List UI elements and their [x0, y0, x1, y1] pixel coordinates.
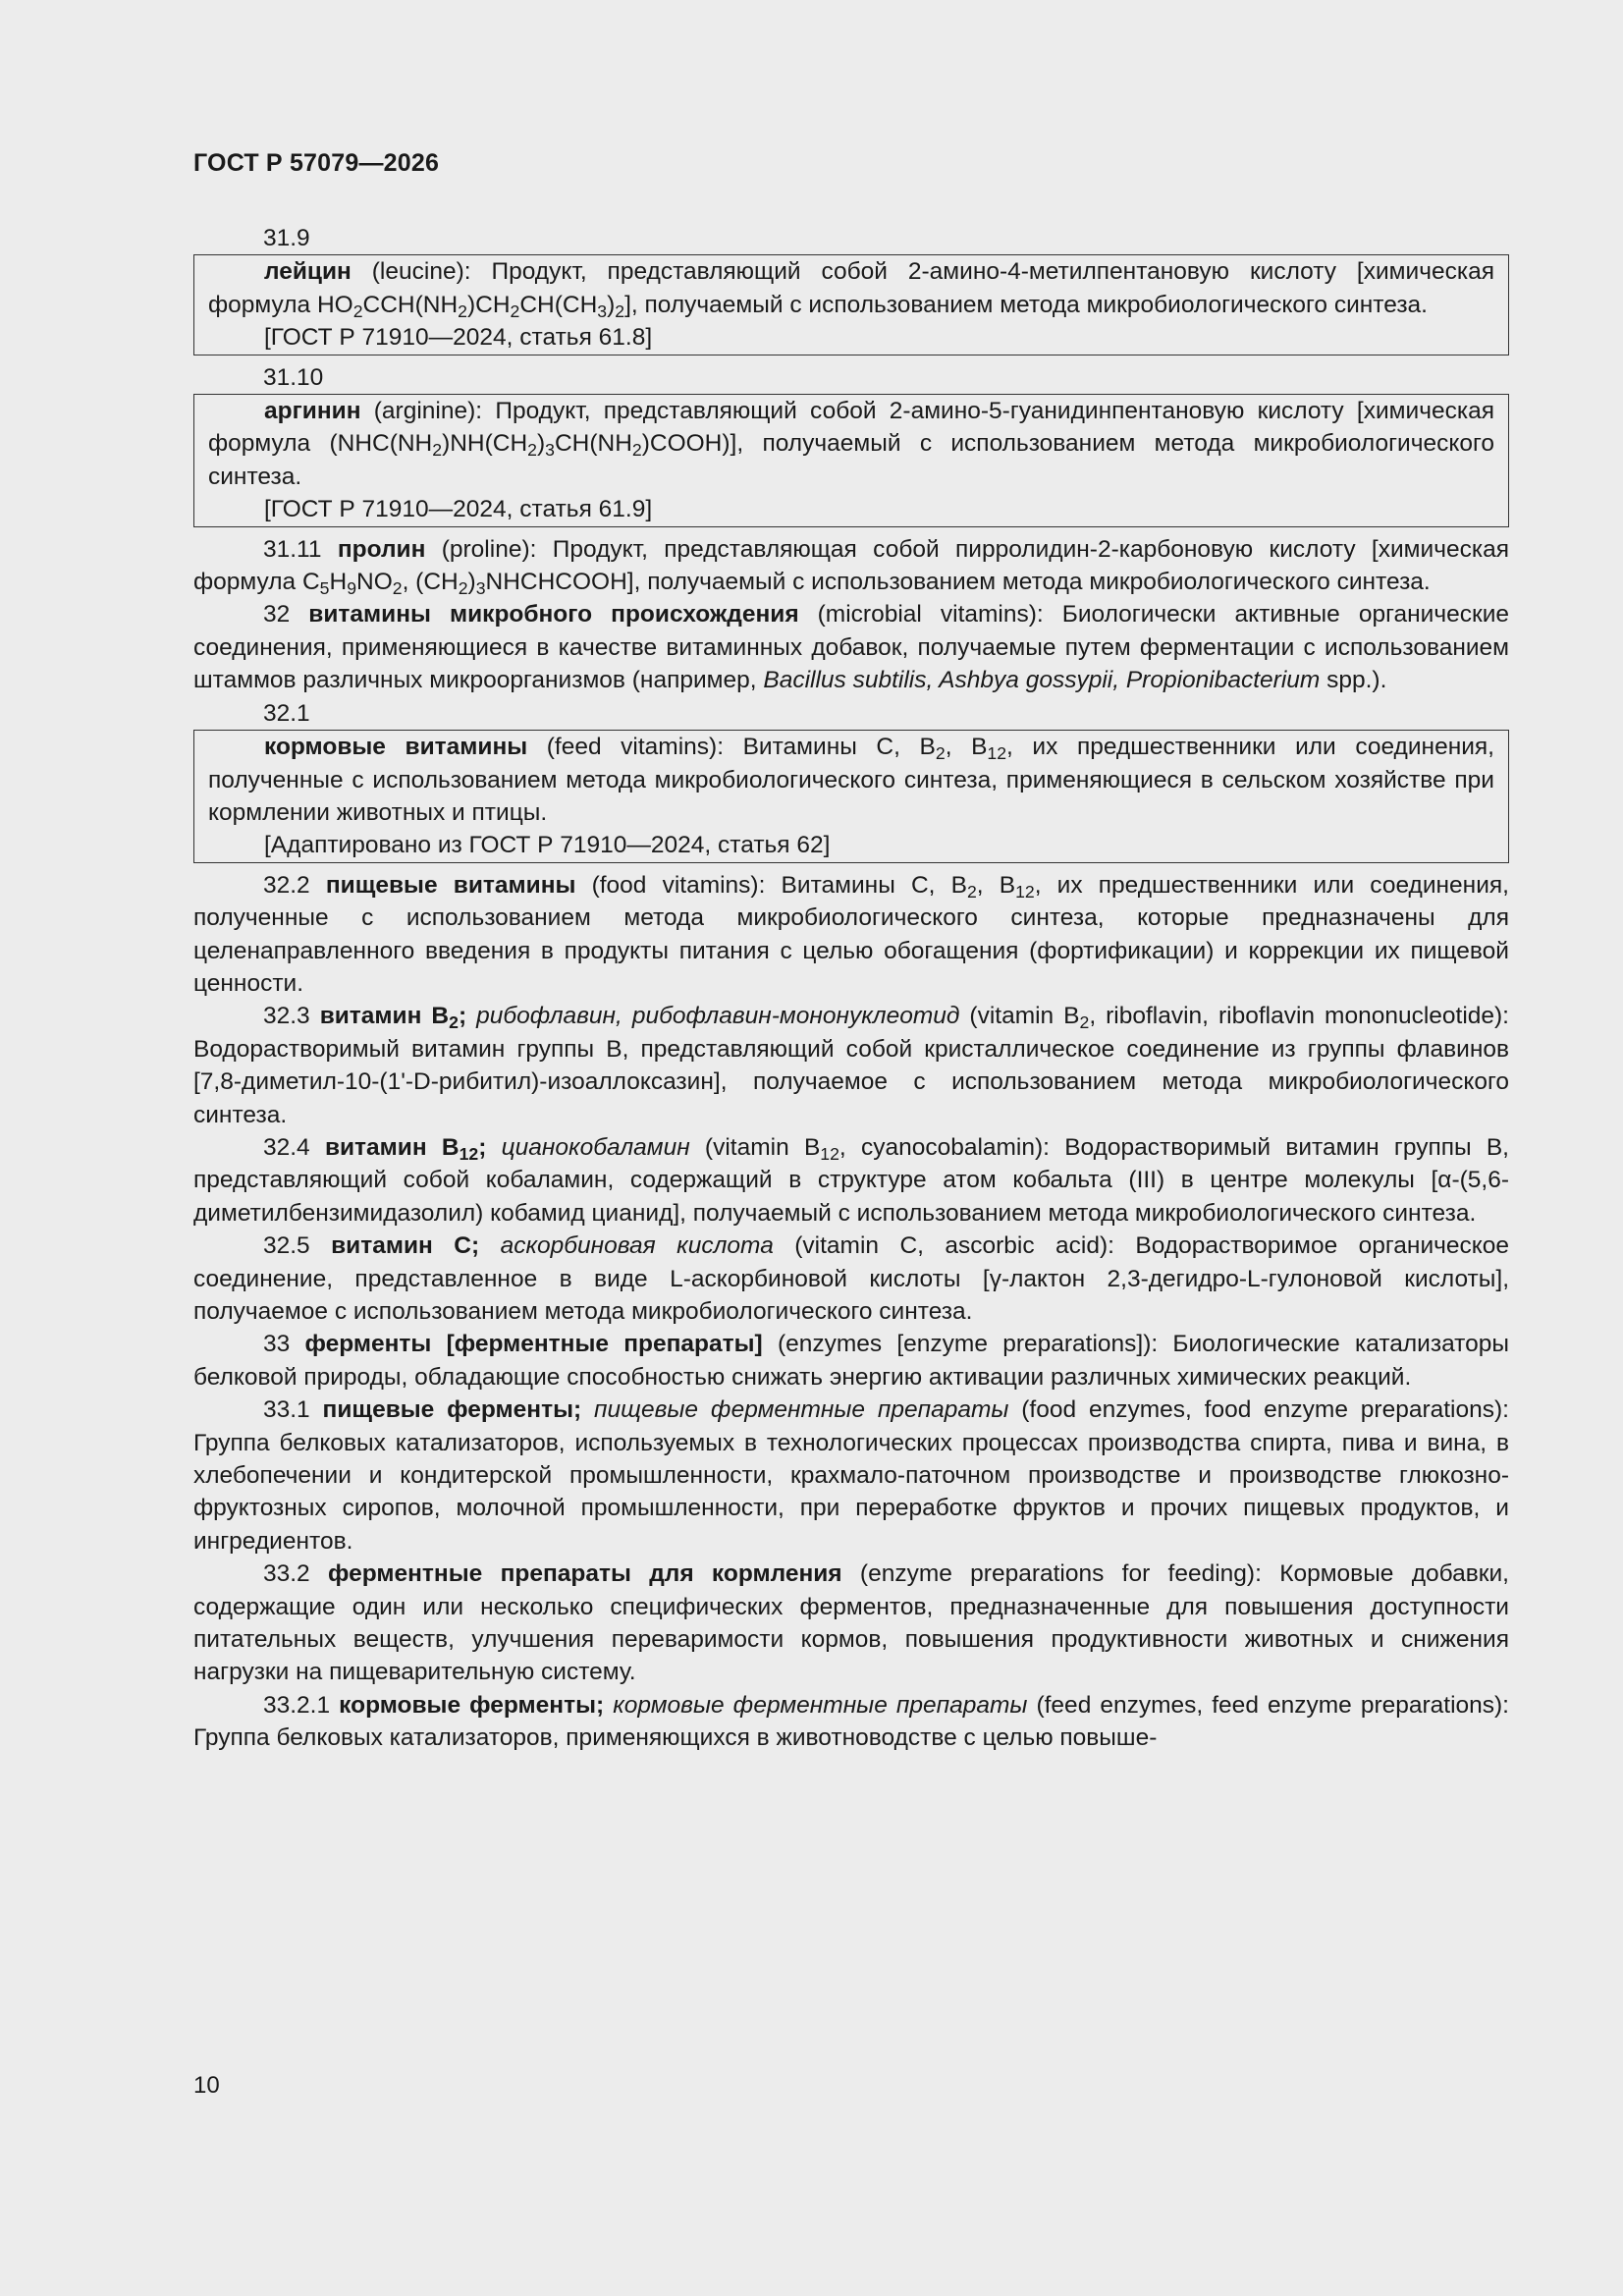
- section-number: 33: [263, 1331, 305, 1358]
- definition-box-arginine: [193, 394, 1509, 527]
- section-number: 33.1: [263, 1396, 323, 1424]
- section-number: 31.11: [263, 535, 338, 563]
- subscript: 2: [935, 743, 946, 764]
- text: (leucine): Продукт, представляющий собой 2-амино-4-метилпентановую кислоту [химическая формула HO: [208, 258, 1494, 318]
- text: (arginine): Продукт, представляющий собой 2-амино-5-гуанидинпентановую кислоту [химическая формула (NHC(NH: [208, 398, 1494, 458]
- text: (vitamin B: [689, 1133, 821, 1161]
- italic-text: аскорбиновая кислота: [479, 1232, 774, 1260]
- source-reference: [ГОСТ Р 71910—2024, статья 61.8]: [264, 324, 653, 352]
- subscript: 12: [1015, 881, 1035, 902]
- text: , их предшественники или соединения, полученные с использованием метода микробиологического синтеза, которые предназначены для целенаправленного введения в продукты питания с целью обогащения (фортификации) и коррекции их пищевой ценности.: [193, 871, 1509, 997]
- italic-text: пищевые ферментные препараты: [581, 1396, 1009, 1424]
- definition-enzyme-preparations-feeding: [193, 1558, 1509, 1689]
- definition-arginine: [208, 395, 1494, 493]
- subscript: 5: [319, 578, 330, 598]
- term: ферменты [ферментные препараты]: [304, 1331, 763, 1358]
- section-number: 32.4: [263, 1133, 325, 1161]
- text: spp.).: [1320, 667, 1387, 694]
- definition-vitamin-c: [193, 1230, 1509, 1328]
- section-number: 31.9: [263, 225, 310, 251]
- definition-leucine: [208, 255, 1494, 321]
- text: , B: [976, 871, 1016, 899]
- text: ): [536, 430, 546, 458]
- text: CH(NH: [554, 430, 632, 458]
- definition-enzymes: [193, 1328, 1509, 1394]
- term: пищевые витамины: [325, 871, 576, 899]
- term: витамины микробного происхождения: [308, 601, 799, 629]
- section-number: 31.10: [263, 363, 324, 391]
- definition-food-enzymes: [193, 1394, 1509, 1558]
- source-reference: [ГОСТ Р 71910—2024, статья 61.9]: [264, 496, 653, 523]
- term: кормовые витамины: [264, 734, 528, 761]
- subscript: 2: [1079, 1012, 1090, 1033]
- definition-vitamin-b2: [193, 1000, 1509, 1131]
- definition-proline: [193, 533, 1509, 599]
- text: (microbial vitamins): Биологически активные органические соединения, применяющиеся в качестве витаминных добавок, получаемые путем ферментации с использованием штаммов различных микроорганизмов (например,: [193, 601, 1509, 694]
- text: )NH(CH: [442, 430, 528, 458]
- section-number: 33.2.1: [263, 1691, 340, 1719]
- subscript: 2: [449, 1012, 459, 1033]
- text: , cyanocobalamin): Водорастворимый витамин группы B, представляющий собой кобаламин, содержащий в структуре атом кобальта (III) в центре молекулы [α-(5,6-диметилбензимидазолил) кобамид цианид], получаемый с использованием метода микробиологического синтеза.: [193, 1133, 1509, 1227]
- text: )COOH)], получаемый с использованием метода микробиологического синтеза.: [208, 430, 1494, 490]
- term: ферментные препараты для кормления: [328, 1560, 842, 1588]
- text: (enzyme preparations for feeding): Кормовые добавки, содержащие один или несколько специфических ферментов, предназначенные для повышения доступности питательных веществ, улучшения переваримости кормов, повышения продуктивности животных и снижения нагрузки на пищеварительную систему.: [193, 1560, 1509, 1686]
- text: NO: [356, 569, 393, 596]
- subscript: 12: [987, 743, 1007, 764]
- definition-food-vitamins: [193, 869, 1509, 1001]
- text: NHCHCOOH], получаемый с использованием метода микробиологического синтеза.: [485, 569, 1431, 596]
- text: , (CH: [402, 569, 459, 596]
- term: витамин C;: [331, 1232, 480, 1260]
- section-number: 33.2: [263, 1560, 328, 1588]
- document-header: ГОСТ Р 57079—2026: [193, 149, 440, 177]
- text: ): [467, 569, 476, 596]
- text: , их предшественники или соединения, полученные с использованием метода микробиологического синтеза, применяющиеся в сельском хозяйстве при кормлении животных и птицы.: [208, 734, 1494, 826]
- subscript: 9: [347, 578, 356, 598]
- term-text: витамин B: [319, 1003, 450, 1030]
- term: [324, 1133, 487, 1164]
- section-number: 32.3: [263, 1003, 320, 1030]
- definition-feed-vitamins: [208, 731, 1494, 829]
- subscript: 2: [510, 301, 520, 321]
- term-text: ;: [478, 1133, 487, 1161]
- italic-text: рибофлавин, рибофлавин-мононуклеотид: [466, 1003, 960, 1030]
- subscript: 2: [432, 440, 443, 461]
- subscript: 2: [458, 578, 468, 598]
- text: , B: [945, 734, 988, 761]
- definition-vitamin-b12: [193, 1131, 1509, 1230]
- text: (vitamin B: [959, 1003, 1080, 1030]
- text: (feed vitamins): Витамины C, B: [527, 734, 936, 761]
- term: лейцин: [264, 258, 352, 286]
- text: H: [329, 569, 348, 596]
- term-text: витамин B: [324, 1133, 460, 1161]
- text: (vitamin C, ascorbic acid): Водорастворимое органическое соединение, представленное в виде L-аскорбиновой кислоты [γ-лактон 2,3-дегидро-L-гулоновой кислоты], получаемое с использованием метода микробиологического синтеза.: [193, 1232, 1510, 1325]
- page-number: 10: [193, 2072, 220, 2099]
- subscript: 3: [475, 578, 486, 598]
- text: CH(CH: [519, 291, 598, 318]
- subscript: 2: [392, 578, 403, 598]
- subscript: 12: [459, 1143, 479, 1164]
- subscript: 2: [966, 881, 977, 902]
- section-number: 32.1: [263, 699, 310, 727]
- text: ): [607, 291, 616, 318]
- document-body: [193, 222, 1509, 1755]
- definition-feed-enzymes: [193, 1689, 1509, 1755]
- definition-microbial-vitamins: [193, 598, 1509, 696]
- section-number: 32.5: [263, 1232, 332, 1260]
- subscript: 3: [545, 440, 555, 461]
- text: CCH(NH: [362, 291, 459, 318]
- subscript: 12: [820, 1143, 839, 1164]
- source-reference: [Адаптировано из ГОСТ Р 71910—2024, статья 62]: [264, 832, 831, 859]
- term: пролин: [337, 535, 426, 563]
- term-text: ;: [458, 1003, 467, 1030]
- definition-box-feed-vitamins: [193, 730, 1509, 863]
- term: аргинин: [264, 398, 361, 425]
- section-number: 32.2: [263, 871, 326, 899]
- subscript: 2: [527, 440, 537, 461]
- text: (proline): Продукт, представляющая собой пирролидин-2-карбоновую кислоту [химическая формула C: [193, 535, 1509, 596]
- italic-text: цианокобаламин: [486, 1133, 690, 1161]
- text: )CH: [466, 291, 511, 318]
- text: (food enzymes, food enzyme preparations): Группа белковых катализаторов, используемых в технологических процессах производства спирта, пива и вина, в хлебопечении и кондитерской промышленности, крахмало-паточном производстве и производстве глюкозно-фруктозных сиропов, молочной промышленности, при переработке фруктов и прочих пищевых продуктов, и ингредиентов.: [193, 1396, 1509, 1555]
- definition-box-leucine: [193, 254, 1509, 355]
- text: ], получаемый с использованием метода микробиологического синтеза.: [624, 291, 1428, 318]
- subscript: 2: [458, 301, 467, 321]
- term: [319, 1003, 467, 1033]
- section-number: 32: [263, 601, 309, 629]
- text: (enzymes [enzyme preparations]): Биологические катализаторы белковой природы, обладающие способностью снижать энергию активации различных химических реакций.: [193, 1331, 1509, 1391]
- subscript: 2: [631, 440, 642, 461]
- text: , riboflavin, riboflavin mononucleotide): Водорастворимый витамин группы B, представляющий собой кристаллическое соединение из группы флавинов [7,8-диметил-10-(1'-D-рибитил)-изоаллоксазин], получаемое с использованием метода микробиологического синтеза.: [193, 1003, 1509, 1128]
- subscript: 3: [597, 301, 608, 321]
- text: (food vitamins): Витамины C, B: [575, 871, 967, 899]
- italic-text: кормовые ферментные препараты: [604, 1691, 1028, 1719]
- subscript: 2: [615, 301, 625, 321]
- term: пищевые ферменты;: [322, 1396, 582, 1424]
- subscript: 2: [352, 301, 363, 321]
- term: кормовые ферменты;: [339, 1691, 605, 1719]
- text: (feed enzymes, feed enzyme preparations): Группа белковых катализаторов, применяющихся в животноводстве с целью повыше-: [193, 1691, 1509, 1752]
- italic-text: Bacillus subtilis, Ashbya gossypii, Propionibacterium: [763, 667, 1321, 694]
